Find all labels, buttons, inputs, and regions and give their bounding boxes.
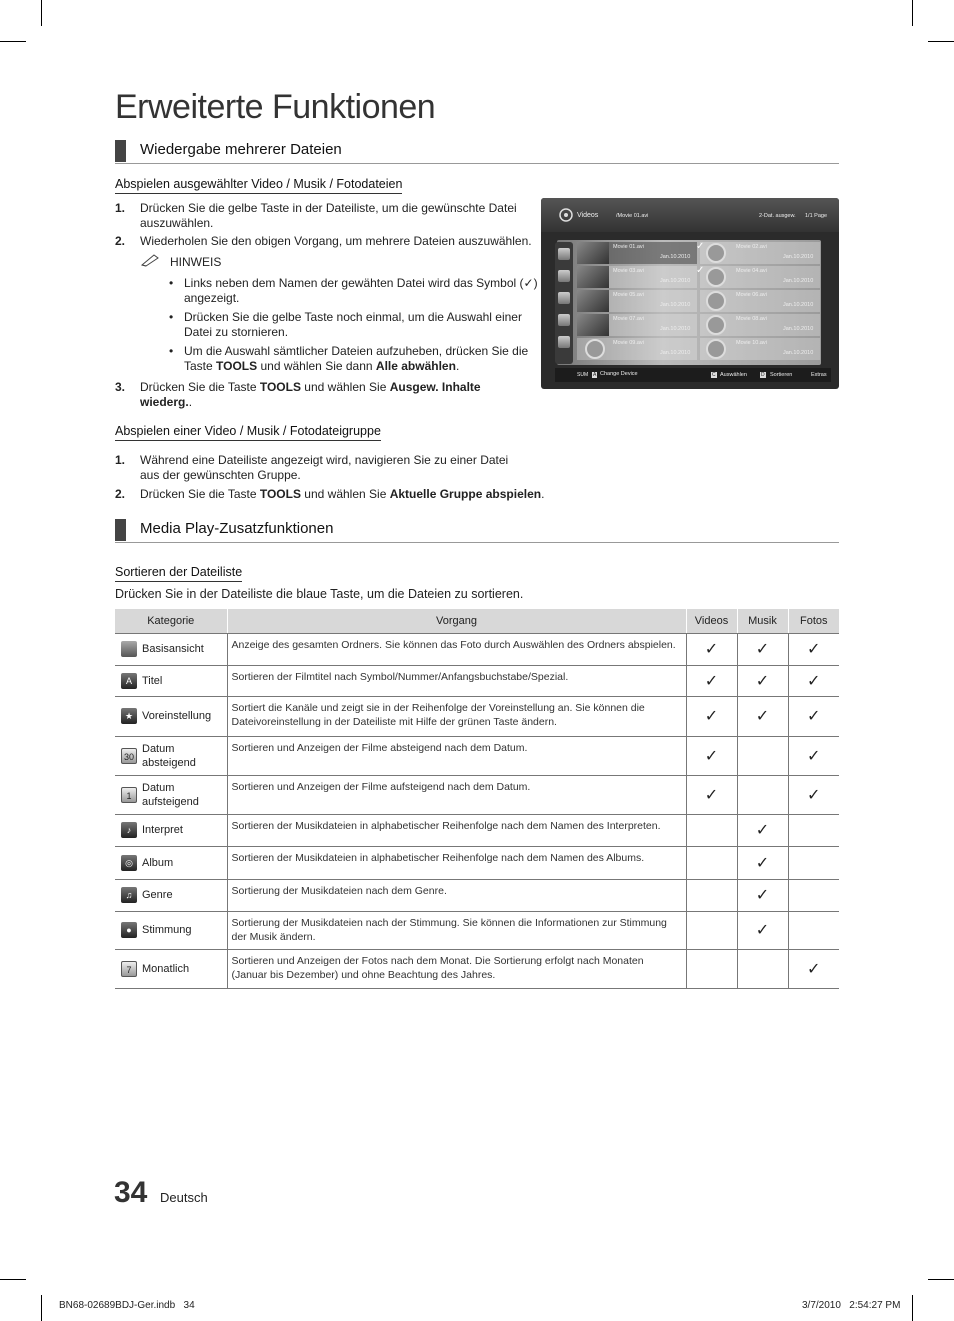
bullet-dot: • xyxy=(169,344,174,358)
category-label: Titel xyxy=(142,674,163,687)
key-name: TOOLS xyxy=(216,359,258,373)
fotos-check xyxy=(788,846,839,879)
film-reel-icon xyxy=(706,243,726,263)
category xyxy=(121,641,227,657)
category-label: Datum absteigend xyxy=(142,742,196,769)
sort-intro: Drücken Sie in der Dateiliste die blaue Taste, um die Dateien zu sortieren. xyxy=(115,587,524,601)
key-name: TOOLS xyxy=(259,380,301,394)
file-date: Jan.10.2010 xyxy=(660,326,691,332)
menu-option: Alle abwählen xyxy=(375,359,456,373)
description-cell: Sortierung der Musikdateien nach dem Genre. xyxy=(227,879,686,911)
table-row xyxy=(115,736,839,775)
file-date: Jan.10.2010 xyxy=(660,350,691,356)
category xyxy=(121,961,227,977)
file-name: Movie 01.avi xyxy=(613,244,644,250)
category-label: Album xyxy=(142,856,174,869)
calendar-ascending-icon: 1 xyxy=(121,787,137,803)
table-row xyxy=(115,665,839,696)
file-date: Jan.10.2010 xyxy=(783,254,814,260)
category-cell xyxy=(115,736,227,775)
menu-option: Aktuelle Gruppe abspielen xyxy=(389,487,542,501)
album-icon: ◎ xyxy=(121,855,137,871)
table-row xyxy=(115,775,839,814)
film-reel-icon xyxy=(706,315,726,335)
subheading-group: Abspielen einer Video / Musik / Fotodateigruppe xyxy=(115,424,381,441)
videos-check: ✓ xyxy=(686,736,737,775)
fotos-check: ✓ xyxy=(788,949,839,988)
fotos-check: ✓ xyxy=(788,696,839,736)
mood-icon: ● xyxy=(121,922,137,938)
key-name: TOOLS xyxy=(259,487,301,501)
video-thumbnail xyxy=(577,266,609,288)
step-text: Wiederholen Sie den obigen Vorgang, um mehrere Dateien auszuwählen. xyxy=(140,234,532,248)
note-text: Links neben dem Namen der gewähten Datei wird das Symbol (✓) angezeigt. xyxy=(184,276,538,305)
sort-category-icon[interactable] xyxy=(558,336,570,348)
crop-mark xyxy=(41,1295,42,1321)
fotos-check xyxy=(788,879,839,911)
footer-a-key: A xyxy=(593,372,597,378)
artist-icon: ♪ xyxy=(121,822,137,838)
file-name: Movie 05.avi xyxy=(613,292,644,298)
category-label: Interpret xyxy=(142,824,183,836)
note-text: Drücken Sie die gelbe Taste noch einmal, um die Auswahl einer Datei zu stornieren. xyxy=(184,310,522,339)
category-cell xyxy=(115,814,227,846)
screen-path: /Movie 01.avi xyxy=(616,213,649,219)
bullet-dot: • xyxy=(169,276,174,290)
page-title: Erweiterte Funktionen xyxy=(115,88,436,126)
step-number: 2. xyxy=(115,234,126,248)
videos-check: ✓ xyxy=(686,633,737,665)
crop-mark xyxy=(912,0,913,26)
fotos-check: ✓ xyxy=(788,736,839,775)
video-thumbnail xyxy=(585,339,605,359)
category xyxy=(121,742,227,770)
file-name: Movie 08.avi xyxy=(736,316,767,322)
table-row xyxy=(115,949,839,988)
subheading-sort: Sortieren der Dateiliste xyxy=(115,565,242,582)
crop-mark xyxy=(928,41,954,42)
description-cell: Sortieren der Filmtitel nach Symbol/Nummer/Anfangsbuchstabe/Spezial. xyxy=(227,665,686,696)
folder-icon xyxy=(121,641,137,657)
category-label: Monatlich xyxy=(142,962,190,975)
table-row xyxy=(115,696,839,736)
text-run: und wählen Sie xyxy=(300,487,390,501)
subheading-selected-files: Abspielen ausgewählter Video / Musik / Fotodateien xyxy=(115,177,402,194)
table-row xyxy=(115,879,839,911)
print-footer-datetime: 3/7/2010 2:54:27 PM xyxy=(802,1300,901,1311)
musik-check: ✓ xyxy=(737,665,788,696)
footer-d-key: D xyxy=(761,372,765,378)
step-text: Während eine Dateiliste angezeigt wird, navigieren Sie zu einer Datei aus der gewünschten Gruppe. xyxy=(140,453,509,482)
description-cell: Sortieren der Musikdateien in alphabetischer Reihenfolge nach dem Namen des Albums. xyxy=(227,846,686,879)
note-label: HINWEIS xyxy=(170,255,222,269)
videos-icon xyxy=(559,208,573,222)
category-cell xyxy=(115,633,227,665)
footer-sort: Sortieren xyxy=(770,372,793,378)
musik-check: ✓ xyxy=(737,633,788,665)
file-name: Movie 07.avi xyxy=(613,316,644,322)
file-date: Jan.10.2010 xyxy=(783,302,814,308)
category xyxy=(121,822,227,838)
file-date: Jan.10.2010 xyxy=(783,326,814,332)
musik-check xyxy=(737,949,788,988)
description-cell: Sortieren und Anzeigen der Filme aufsteigend nach dem Datum. xyxy=(227,775,686,814)
print-footer-file: BN68-02689BDJ-Ger.indb 34 xyxy=(59,1300,195,1311)
page-number: 34 xyxy=(114,1176,148,1209)
file-name: Movie 04.avi xyxy=(736,268,767,274)
footer-change-device: Change Device xyxy=(600,371,638,377)
tv-screenshot xyxy=(541,198,839,389)
category-cell xyxy=(115,879,227,911)
table-header-row xyxy=(115,609,839,633)
bullet-dot: • xyxy=(169,310,174,324)
screen-selected-count: 2-Dat. ausgew. xyxy=(759,213,796,219)
text-run: Drücken Sie die Taste xyxy=(140,380,260,394)
text-run: Drücken Sie die Taste xyxy=(140,487,260,501)
file-name: Movie 10.avi xyxy=(736,340,767,346)
crop-mark xyxy=(928,1279,954,1280)
text-run: Um die Auswahl sämtlicher Dateien aufzuheben, drücken Sie die Taste xyxy=(184,344,529,373)
musik-check: ✓ xyxy=(737,696,788,736)
videos-check xyxy=(686,846,737,879)
videos-check: ✓ xyxy=(686,775,737,814)
screen-title: Videos xyxy=(577,212,599,219)
file-date: Jan.10.2010 xyxy=(783,278,814,284)
section-heading-media-play-extras xyxy=(115,519,839,543)
category xyxy=(121,887,227,903)
description-cell: Sortieren und Anzeigen der Fotos nach dem Monat. Die Sortierung erfolgt nach Monaten (Januar bis Dezember) und ohne Beachtung des Jahres. xyxy=(227,949,686,988)
monthly-icon: 7 xyxy=(121,961,137,977)
musik-check: ✓ xyxy=(737,814,788,846)
fotos-check: ✓ xyxy=(788,665,839,696)
video-thumbnail xyxy=(577,290,609,312)
film-reel-icon xyxy=(706,291,726,311)
category xyxy=(121,708,227,724)
videos-check xyxy=(686,949,737,988)
file-date: Jan.10.2010 xyxy=(660,302,691,308)
description-cell: Sortierung der Musikdateien nach der Stimmung. Sie können die Informationen zur Stimmung der Musik ändern. xyxy=(227,911,686,949)
description-cell: Sortieren der Musikdateien in alphabetischer Reihenfolge nach dem Namen des Interpreten. xyxy=(227,814,686,846)
section-marker xyxy=(115,140,126,162)
category xyxy=(121,781,227,809)
crop-mark xyxy=(0,1279,26,1280)
videos-check xyxy=(686,879,737,911)
calendar-descending-icon: 30 xyxy=(121,748,137,764)
category xyxy=(121,922,227,938)
musik-check xyxy=(737,736,788,775)
text-run: . xyxy=(188,395,193,409)
description-cell: Anzeige des gesamten Ordners. Sie können das Foto durch Auswählen des Ordners abspielen. xyxy=(227,633,686,665)
footer-c-key: C xyxy=(712,372,716,378)
text-run: und wählen Sie xyxy=(300,380,390,394)
file-date: Jan.10.2010 xyxy=(783,350,814,356)
crop-mark xyxy=(912,1295,913,1321)
section-title: Wiedergabe mehrerer Dateien xyxy=(140,141,342,158)
crop-mark xyxy=(0,41,26,42)
column-header: Musik xyxy=(737,609,788,633)
sort-category-icon[interactable] xyxy=(558,292,570,304)
description-cell: Sortiert die Kanäle und zeigt sie in der Reihenfolge der Voreinstellung an. Sie können die Dateivoreinstellung in der Dateiliste mit Hilfe der grünen Taste ändern. xyxy=(227,696,686,736)
table-row xyxy=(115,633,839,665)
step-text: Drücken Sie die gelbe Taste in der Dateiliste, um die gewünschte Datei auszuwählen. xyxy=(140,201,517,230)
fotos-check: ✓ xyxy=(788,775,839,814)
table-body xyxy=(115,633,839,988)
note-text xyxy=(184,344,529,374)
genre-icon: ♫ xyxy=(121,887,137,903)
table-row xyxy=(115,814,839,846)
video-thumbnail xyxy=(577,242,609,264)
fotos-check: ✓ xyxy=(788,633,839,665)
description-cell: Sortieren und Anzeigen der Filme absteigend nach dem Datum. xyxy=(227,736,686,775)
file-date: Jan.10.2010 xyxy=(660,254,691,260)
category xyxy=(121,855,227,871)
category-cell xyxy=(115,696,227,736)
section-title: Media Play-Zusatzfunktionen xyxy=(140,520,334,537)
videos-check: ✓ xyxy=(686,665,737,696)
category-cell xyxy=(115,949,227,988)
category-label: Voreinstellung xyxy=(142,710,212,722)
note-pencil-icon xyxy=(140,253,162,267)
column-header: Vorgang xyxy=(227,609,686,633)
footer-extras: Extras xyxy=(811,372,827,378)
videos-check: ✓ xyxy=(686,696,737,736)
file-name: Movie 02.avi xyxy=(736,244,767,250)
category-label: Stimmung xyxy=(142,924,192,936)
file-name: Movie 06.avi xyxy=(736,292,767,298)
category-label: Genre xyxy=(142,889,173,901)
category-label: Basisansicht xyxy=(142,643,204,655)
sort-table xyxy=(115,609,839,989)
column-header: Videos xyxy=(686,609,737,633)
musik-check xyxy=(737,775,788,814)
sort-category-icon[interactable] xyxy=(558,248,570,260)
step-number: 2. xyxy=(115,487,126,501)
step-number: 3. xyxy=(115,380,126,394)
file-name: Movie 09.avi xyxy=(613,340,644,346)
step-text xyxy=(140,380,510,410)
step-text xyxy=(140,487,550,502)
musik-check: ✓ xyxy=(737,911,788,949)
file-date: Jan.10.2010 xyxy=(660,278,691,284)
text-run: . xyxy=(541,487,545,501)
videos-check xyxy=(686,911,737,949)
column-header: Fotos xyxy=(788,609,839,633)
sort-category-icon[interactable] xyxy=(558,314,570,326)
fotos-check xyxy=(788,814,839,846)
section-heading-multiple-files xyxy=(115,140,839,164)
footer-sum: SUM xyxy=(577,372,589,378)
film-reel-icon xyxy=(706,339,726,359)
title-icon: A xyxy=(121,673,137,689)
file-name: Movie 03.avi xyxy=(613,268,644,274)
table-row xyxy=(115,911,839,949)
table-row xyxy=(115,846,839,879)
footer-select: Auswählen xyxy=(720,372,747,378)
screen-page: 1/1 Page xyxy=(805,213,828,219)
category xyxy=(121,673,227,689)
text-run: . xyxy=(455,359,460,373)
step-number: 1. xyxy=(115,453,126,467)
category-cell xyxy=(115,911,227,949)
musik-check: ✓ xyxy=(737,879,788,911)
video-thumbnail xyxy=(577,314,609,336)
film-reel-icon xyxy=(706,267,726,287)
step-number: 1. xyxy=(115,201,126,215)
category-cell xyxy=(115,846,227,879)
videos-check xyxy=(686,814,737,846)
section-marker xyxy=(115,519,126,541)
selected-check-icon: ✓ xyxy=(696,265,705,276)
sort-category-icon[interactable] xyxy=(558,270,570,282)
musik-check: ✓ xyxy=(737,846,788,879)
star-icon: ★ xyxy=(121,708,137,724)
selected-check-icon: ✓ xyxy=(696,241,705,252)
column-header: Kategorie xyxy=(115,609,227,633)
category-cell xyxy=(115,775,227,814)
category-cell xyxy=(115,665,227,696)
category-label: Datum aufsteigend xyxy=(142,781,199,808)
crop-mark xyxy=(41,0,42,26)
menu-option: Ausgew. Inhalte wiederg. xyxy=(140,380,481,409)
page-language: Deutsch xyxy=(160,1190,208,1205)
text-run: und wählen Sie dann xyxy=(257,359,376,373)
fotos-check xyxy=(788,911,839,949)
